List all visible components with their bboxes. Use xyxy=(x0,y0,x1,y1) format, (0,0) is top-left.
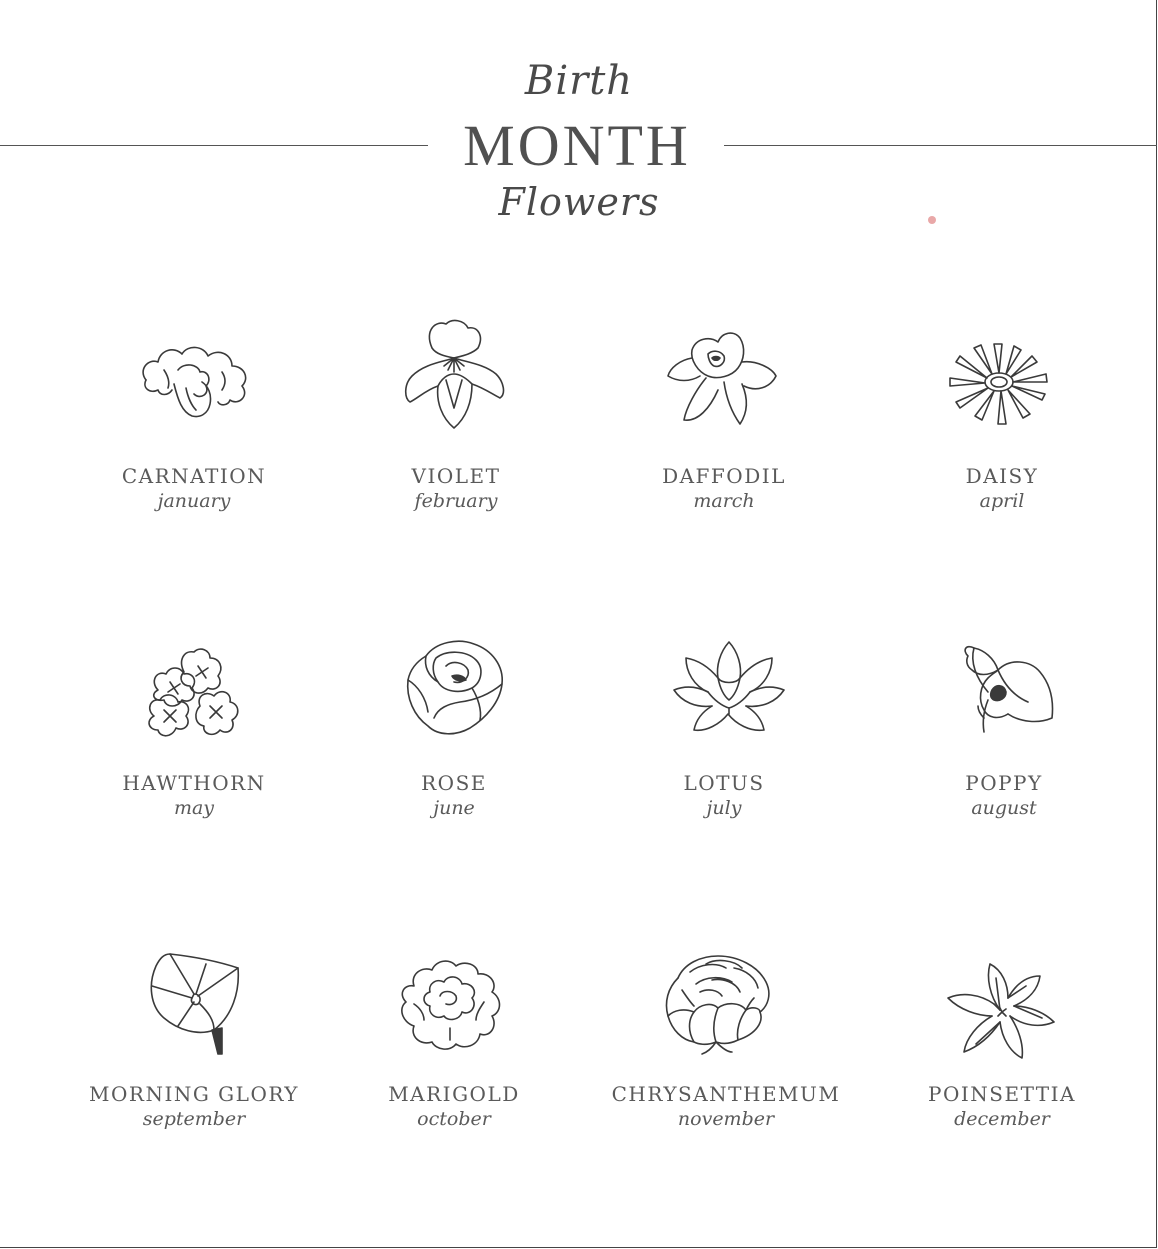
flower-month-carnation: january xyxy=(157,490,231,512)
morning-glory-icon xyxy=(148,950,242,1054)
daffodil-icon xyxy=(666,328,780,428)
flower-month-hawthorn: may xyxy=(173,797,215,819)
flower-name-violet: VIOLET xyxy=(411,464,501,488)
title-birth: Birth xyxy=(524,58,634,104)
hawthorn-icon xyxy=(144,646,244,746)
flower-month-marigold: october xyxy=(417,1108,491,1130)
violet-icon xyxy=(402,318,508,430)
flower-name-morning-glory: MORNING GLORY xyxy=(89,1082,299,1106)
flower-month-chrysanthemum: november xyxy=(677,1108,775,1130)
chrysanthemum-icon xyxy=(660,950,774,1054)
rose-icon xyxy=(402,636,506,742)
flower-month-rose: june xyxy=(433,797,475,819)
header-rule-left xyxy=(0,145,428,146)
lotus-icon xyxy=(672,636,786,734)
decorative-dot xyxy=(928,216,936,224)
flower-name-poppy: POPPY xyxy=(965,771,1043,795)
flower-name-chrysanthemum: CHRYSANTHEMUM xyxy=(611,1082,841,1106)
flower-month-poppy: august xyxy=(971,797,1037,819)
daisy-icon xyxy=(946,338,1052,426)
flower-name-daffodil: DAFFODIL xyxy=(662,464,786,488)
flower-name-daisy: DAISY xyxy=(965,464,1039,488)
flower-name-carnation: CARNATION xyxy=(121,464,267,488)
carnation-icon xyxy=(138,340,252,422)
flower-month-morning-glory: september xyxy=(142,1108,246,1130)
poppy-icon xyxy=(958,644,1056,736)
header-rule-right xyxy=(724,145,1157,146)
flower-month-poinsettia: december xyxy=(954,1108,1050,1130)
flower-name-marigold: MARIGOLD xyxy=(388,1082,520,1106)
flower-name-lotus: LOTUS xyxy=(683,771,765,795)
flower-month-daffodil: march xyxy=(693,490,755,512)
flower-month-lotus: july xyxy=(706,797,742,819)
poinsettia-icon xyxy=(946,958,1056,1058)
flower-month-violet: february xyxy=(414,490,498,512)
flower-name-rose: ROSE xyxy=(421,771,487,795)
flower-name-poinsettia: POINSETTIA xyxy=(928,1082,1076,1106)
title-month: MONTH xyxy=(463,113,691,178)
marigold-icon xyxy=(394,958,506,1052)
title-flowers: Flowers xyxy=(498,180,660,224)
flower-month-daisy: april xyxy=(979,490,1025,512)
flower-name-hawthorn: HAWTHORN xyxy=(122,771,266,795)
